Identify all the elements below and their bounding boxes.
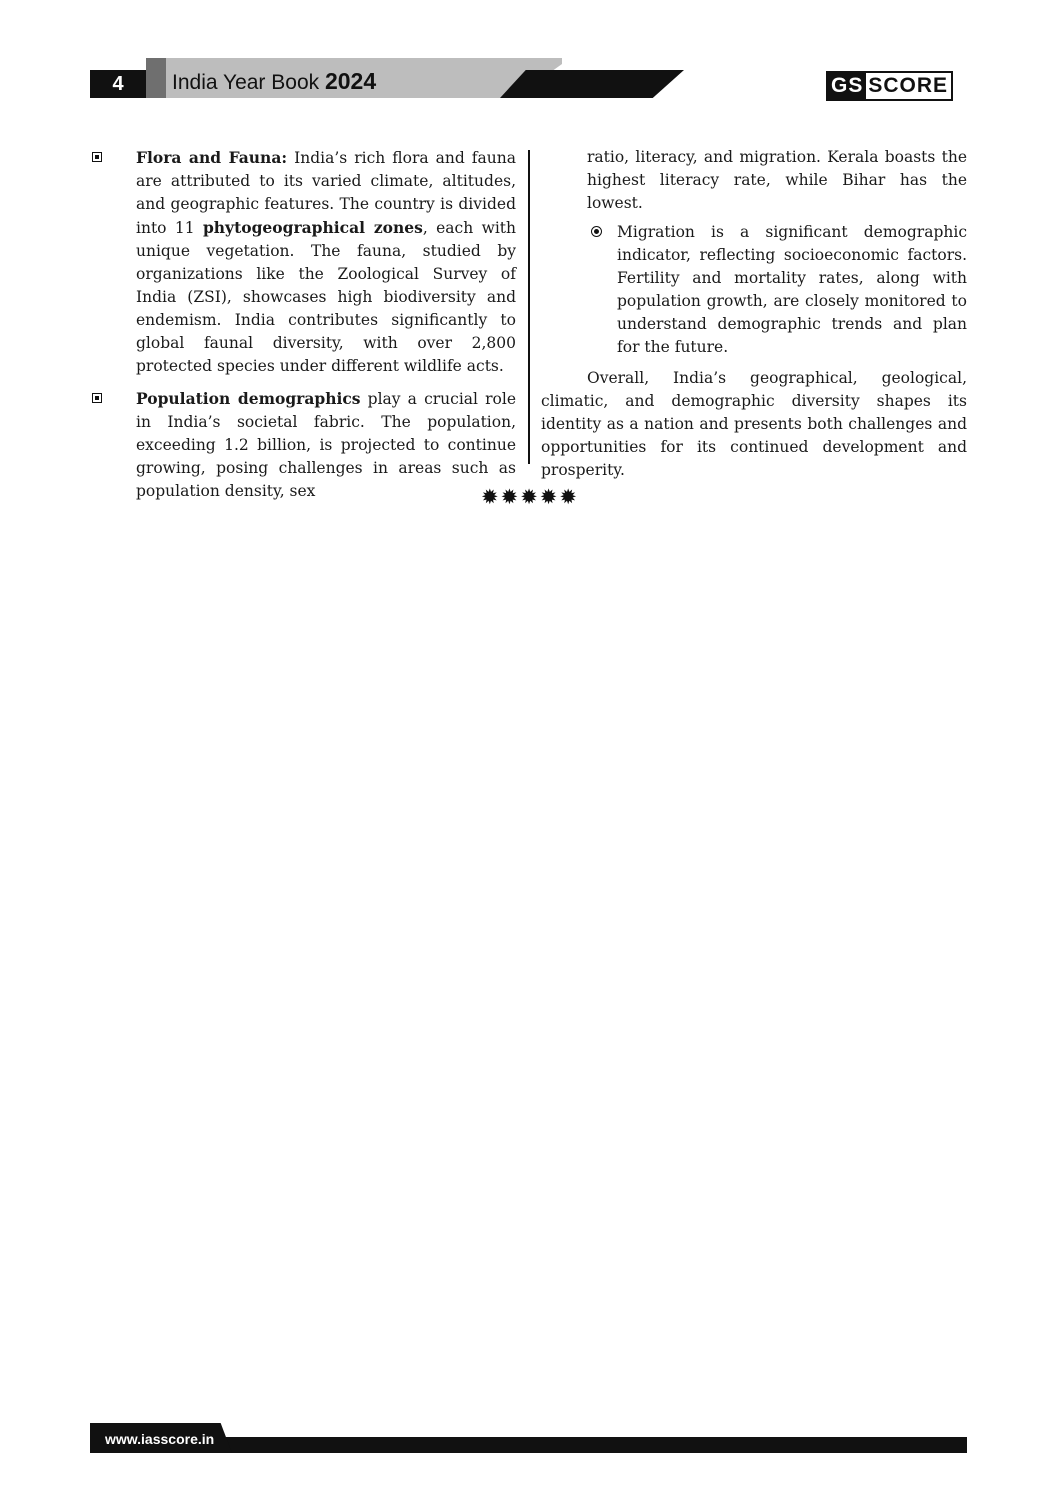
population-text: play a crucial role in India’s societal fabric. The population, exceeding 1.2 billion, is projected to continue growing, posing challenges in areas such as population density, sex — [136, 390, 516, 500]
population-continuation: ratio, literacy, and migration. Kerala boasts the highest literacy rate, while Bihar has the lowest. — [587, 148, 967, 212]
column-divider — [528, 150, 530, 464]
flora-fauna-text-b: , each with unique vegetation. The fauna, studied by organizations like the Zoological Survey of India (ZSI), showcases high biodiversity and endemism. India contributes significantly to global faunal diversity, with over 2,800 protected species under different wildlife acts. — [136, 219, 517, 375]
conclusion-paragraph: Overall, India’s geographical, geological, climatic, and demographic diversity shapes its identity as a nation and presents both challenges and opportunities for its continued development and prosperity. — [541, 369, 967, 479]
book-title — [172, 64, 376, 98]
page-number: 4 — [90, 70, 146, 98]
header-black-wedge — [500, 70, 684, 98]
logo-score: SCORE — [868, 74, 949, 97]
phytogeographical-zones-term: phytogeographical zones — [202, 218, 423, 237]
book-year: 2024 — [324, 68, 377, 94]
right-column — [541, 146, 967, 482]
flora-fauna-text-a: India’s rich flora and fauna are attributed to its varied climate, altitudes, and geographic features. The country is divided into 11 — [136, 149, 516, 237]
list-item — [90, 387, 516, 503]
circle-bullet-icon — [591, 226, 602, 237]
left-column — [90, 146, 516, 512]
flora-fauna-paragraph — [136, 146, 516, 378]
footer-url[interactable]: www.iasscore.in — [105, 1431, 215, 1447]
sub-list-item — [541, 221, 967, 359]
square-bullet-icon — [92, 393, 102, 403]
header-accent-bar — [146, 58, 166, 98]
logo-gs: GS — [828, 73, 866, 99]
gs-score-logo — [826, 71, 953, 101]
square-bullet-icon — [92, 152, 102, 162]
book-title-text: India Year Book — [172, 71, 320, 94]
migration-paragraph: Migration is a significant demographic indicator, reflecting socioeconomic factors. Fertility and mortality rates, along with population growth, are closely monitored to understand demographic trends and plan for the future. — [617, 223, 967, 356]
list-item — [90, 146, 516, 378]
population-heading: Population demographics — [136, 389, 361, 408]
population-paragraph — [136, 387, 516, 503]
flora-fauna-heading: Flora and Fauna: — [136, 148, 288, 167]
section-end-ornament: ✹✹✹✹✹ — [481, 485, 579, 509]
